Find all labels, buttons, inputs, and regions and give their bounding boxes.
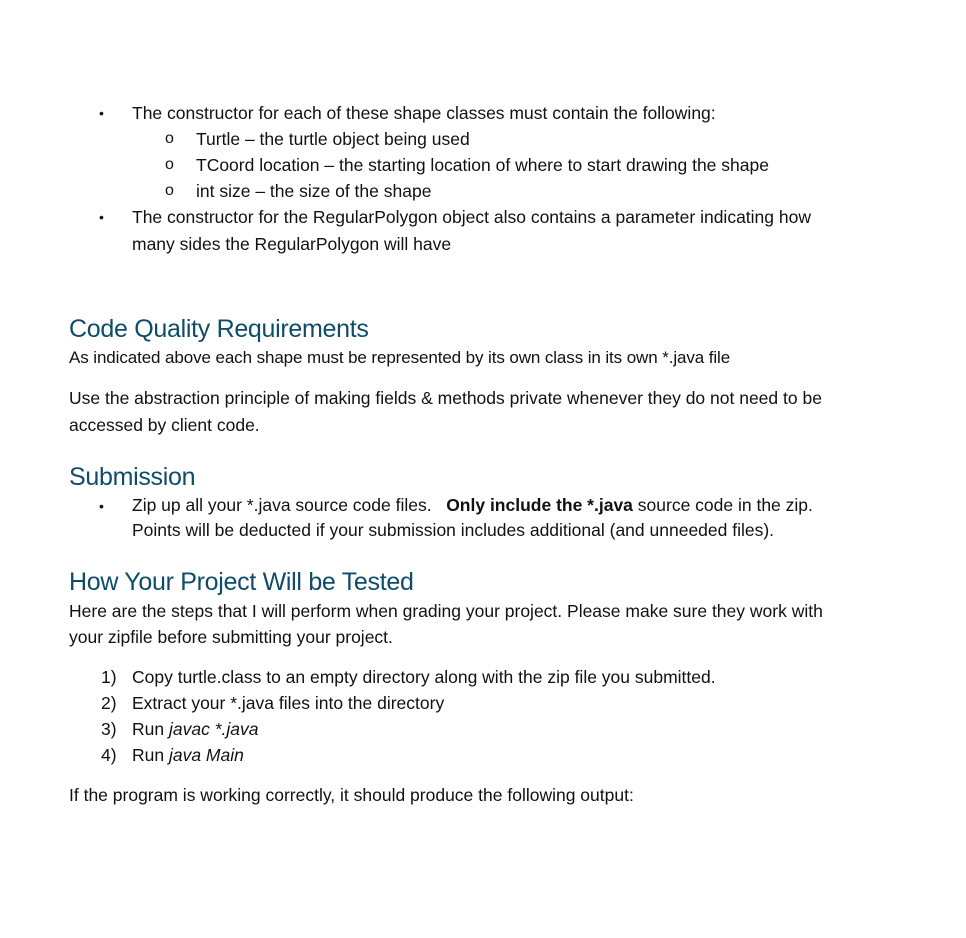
code-quality-heading: Code Quality Requirements [69, 315, 369, 343]
step-number: 3) [101, 719, 117, 739]
step-command: javac *.java [168, 719, 259, 739]
numbered-step [69, 716, 909, 742]
step-number: 1) [101, 667, 117, 687]
document-page [69, 100, 909, 809]
bullet-item [69, 204, 909, 258]
bullet-glyph: • [99, 105, 104, 121]
code-quality-paragraph-1: As indicated above each shape must be represented by its own class in its own *.java file [69, 348, 731, 367]
testing-steps-list [69, 664, 909, 768]
sub-bullet-item [69, 126, 909, 152]
submission-heading: Submission [69, 463, 196, 491]
sub-bullet-glyph: o [165, 156, 174, 173]
testing-closing: If the program is working correctly, it should produce the following output: [69, 785, 634, 805]
numbered-step [69, 690, 909, 716]
submission-text-continued: Points will be deducted if your submission includes additional (and unneeded files). [132, 520, 775, 540]
bullet-glyph: • [99, 498, 104, 514]
sub-bullet-item [69, 152, 909, 178]
numbered-step [69, 664, 909, 690]
sub-bullet-glyph: o [165, 182, 174, 199]
sub-bullet-item [69, 178, 909, 204]
step-number: 4) [101, 745, 117, 765]
bullet-item [69, 493, 909, 543]
paragraph-line: Use the abstraction principle of making fields & methods private whenever they do not need to be [69, 388, 822, 408]
code-quality-paragraph-2 [69, 385, 909, 439]
step-command: java Main [168, 745, 244, 765]
bullet-text: The constructor for the RegularPolygon object also contains a parameter indicating how [132, 207, 811, 227]
step-text: Run [132, 719, 169, 739]
bullet-glyph: • [99, 209, 104, 225]
step-text: Run [132, 745, 169, 765]
submission-text: Zip up all your *.java source code files. [132, 495, 447, 515]
step-number: 2) [101, 693, 117, 713]
paragraph-line: your zipfile before submitting your project. [69, 627, 393, 647]
submission-text: source code in the zip. [632, 495, 813, 515]
constructor-bullet-list [69, 100, 909, 258]
sub-bullet-text: Turtle – the turtle object being used [196, 129, 470, 149]
paragraph-line: Here are the steps that I will perform when grading your project. Please make sure they work with [69, 601, 823, 621]
sub-bullet-text: TCoord location – the starting location of where to start drawing the shape [196, 155, 769, 175]
bullet-item [69, 100, 909, 126]
sub-bullet-glyph: o [165, 130, 174, 147]
testing-intro [69, 598, 909, 650]
paragraph-line: accessed by client code. [69, 415, 260, 435]
submission-emphasis: Only include the *.java [446, 495, 633, 515]
step-text: Copy turtle.class to an empty directory along with the zip file you submitted. [132, 667, 716, 687]
numbered-step [69, 742, 909, 768]
step-text: Extract your *.java files into the directory [132, 693, 445, 713]
testing-heading: How Your Project Will be Tested [69, 568, 414, 596]
bullet-text: The constructor for each of these shape classes must contain the following: [132, 103, 716, 123]
bullet-text-continued: many sides the RegularPolygon will have [132, 234, 452, 254]
sub-bullet-text: int size – the size of the shape [196, 181, 432, 201]
